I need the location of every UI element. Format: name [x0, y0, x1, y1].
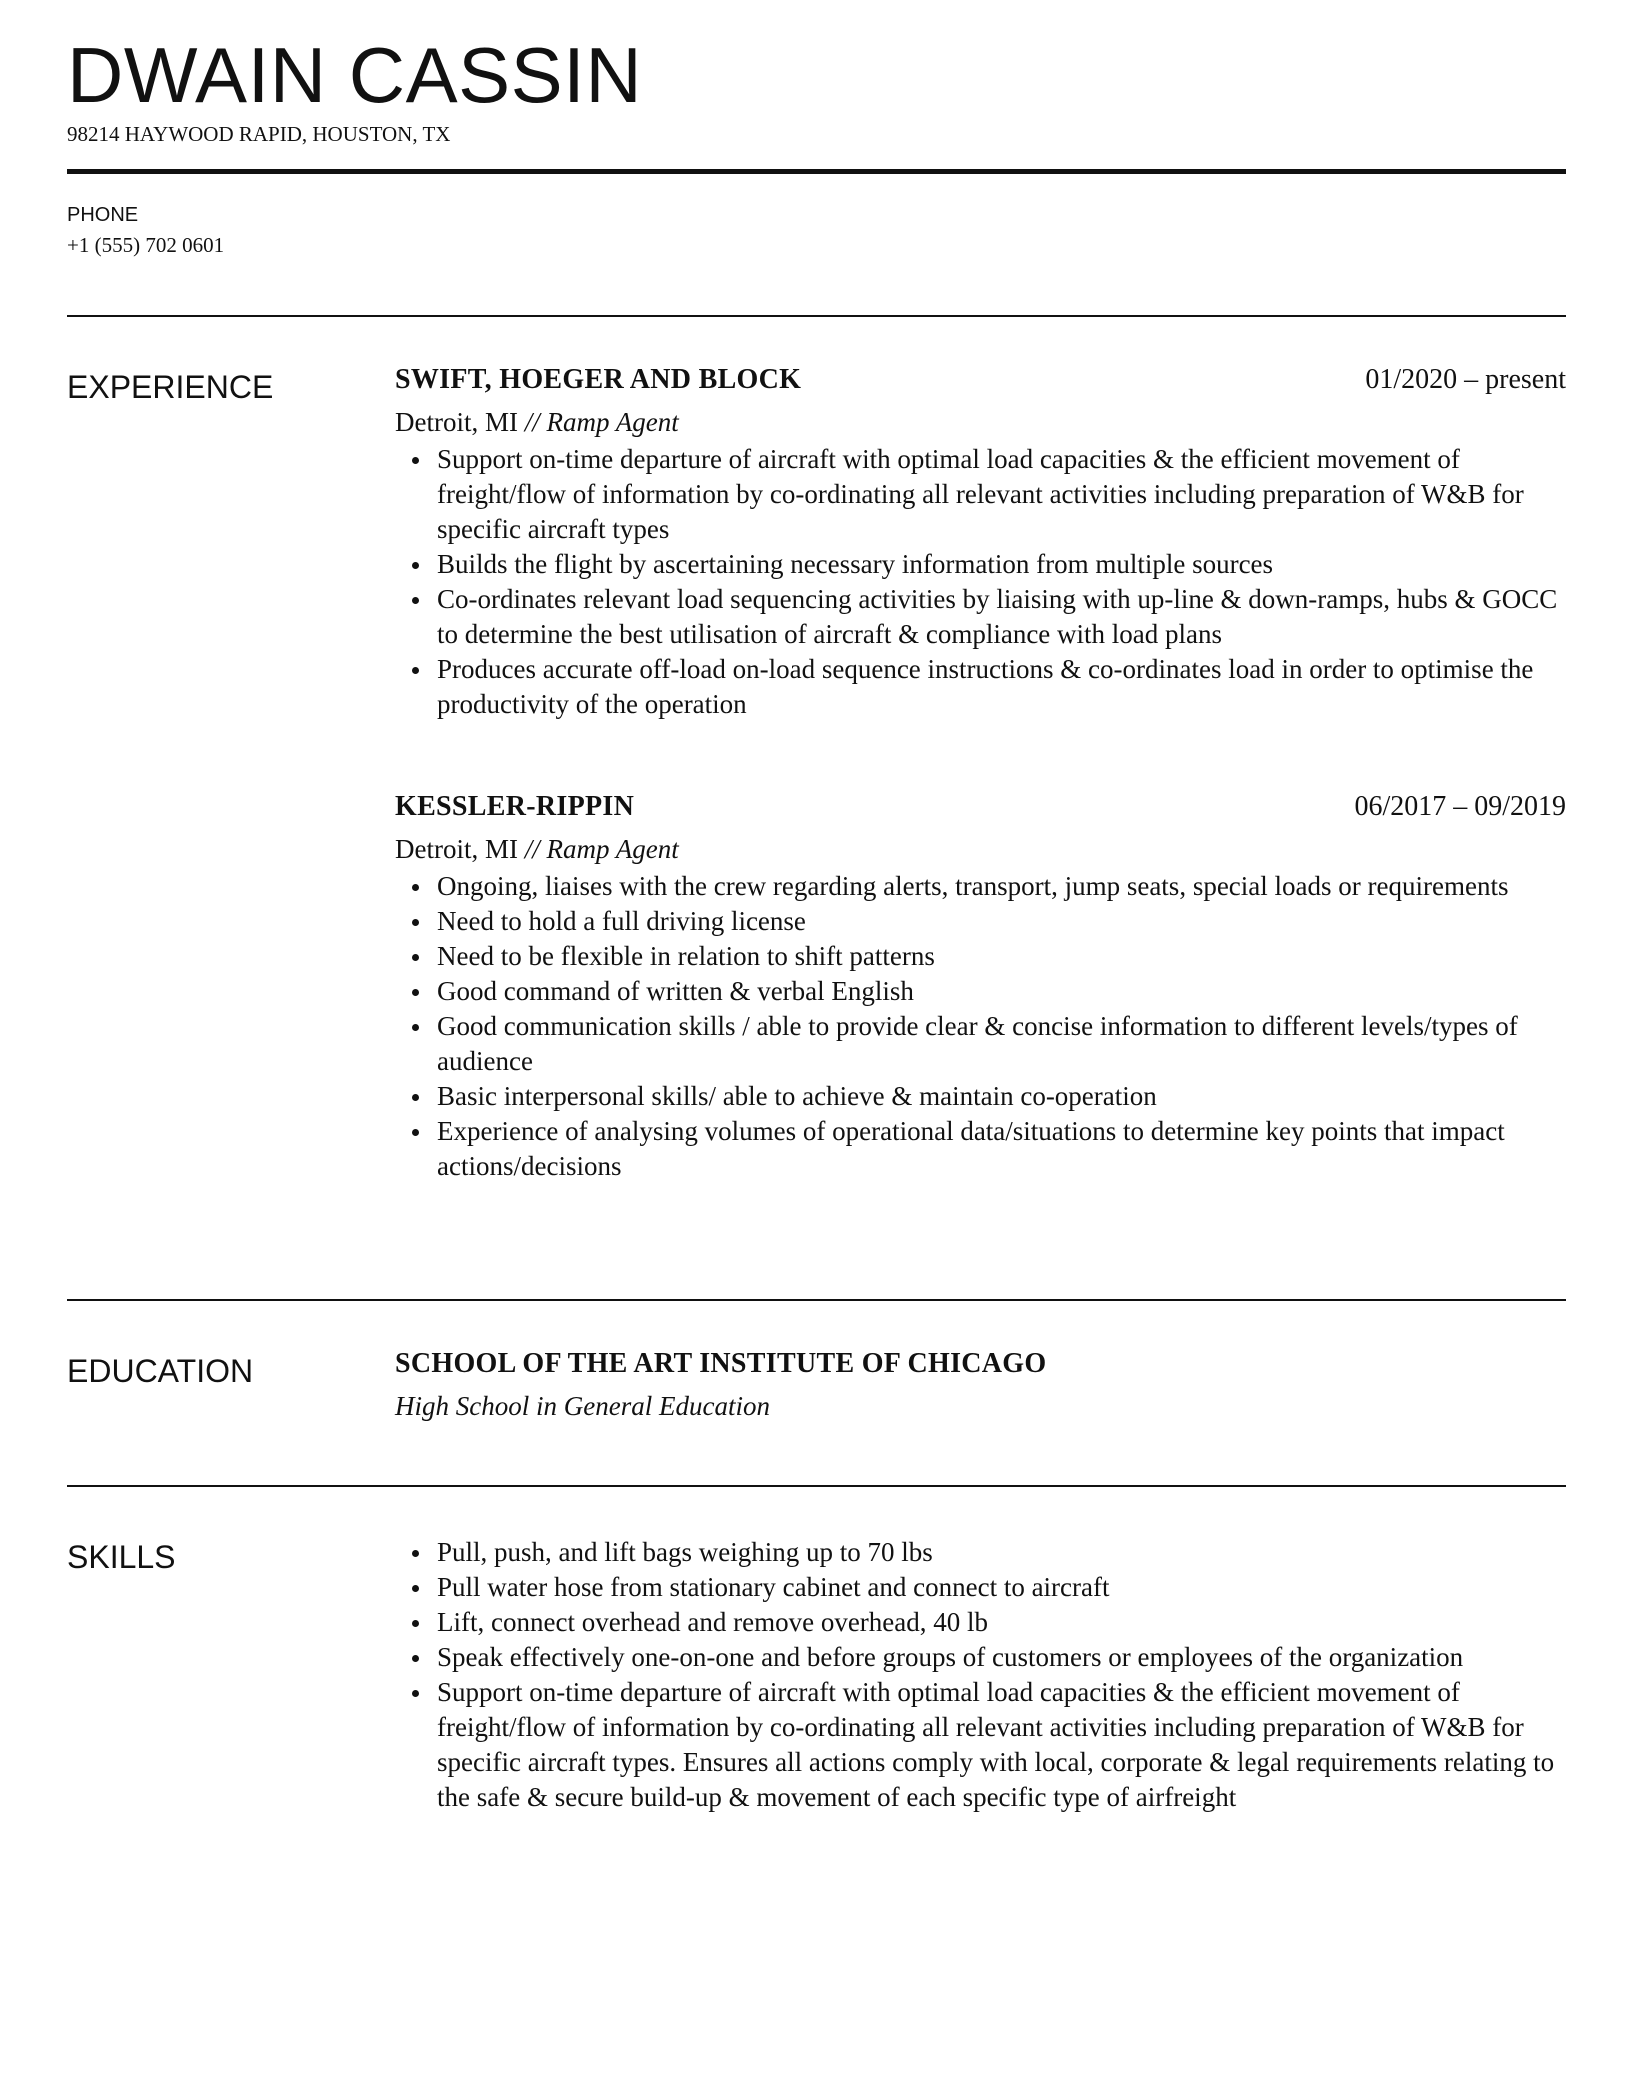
- job-role: Ramp Agent: [546, 834, 679, 864]
- list-item: Basic interpersonal skills/ able to achieve & maintain co-operation: [395, 1079, 1566, 1114]
- skills-heading: SKILLS: [67, 1539, 176, 1575]
- job-header: [395, 789, 1566, 829]
- job-header: [395, 362, 1566, 402]
- list-item: Co-ordinates relevant load sequencing activities by liaising with up-line & down-ramps, hubs & GOCC to determine the best utilisation of aircraft & compliance with load plans: [395, 582, 1566, 652]
- job-dates: 06/2017 – 09/2019: [1354, 791, 1566, 822]
- list-item: Pull water hose from stationary cabinet and connect to aircraft: [395, 1570, 1566, 1605]
- job-role: Ramp Agent: [546, 407, 679, 437]
- skills-section: [395, 1535, 1566, 1815]
- list-item: Good communication skills / able to provide clear & concise information to different levels/types of audience: [395, 1009, 1566, 1079]
- job-location: Detroit, MI: [395, 834, 518, 864]
- job-separator: //: [517, 407, 547, 437]
- skills-list: [395, 1535, 1566, 1815]
- experience-section: [395, 362, 1566, 722]
- job-subtitle: [395, 829, 1566, 869]
- job-dates: 01/2020 – present: [1365, 364, 1566, 395]
- candidate-address: 98214 HAYWOOD RAPID, HOUSTON, TX: [67, 122, 451, 146]
- list-item: Need to hold a full driving license: [395, 904, 1566, 939]
- list-item: Produces accurate off-load on-load sequence instructions & co-ordinates load in order to optimise the productivity of the operation: [395, 652, 1566, 722]
- list-item: Speak effectively one-on-one and before groups of customers or employees of the organization: [395, 1640, 1566, 1675]
- education-heading: EDUCATION: [67, 1353, 254, 1389]
- section-divider: [67, 1299, 1566, 1301]
- list-item: Support on-time departure of aircraft with optimal load capacities & the efficient movement of freight/flow of information by co-ordinating all relevant activities including preparation of W&B for specific aircraft types: [395, 442, 1566, 547]
- experience-section-2: [395, 789, 1566, 1184]
- education-school: SCHOOL OF THE ART INSTITUTE OF CHICAGO: [395, 1348, 1047, 1379]
- job-entry: [395, 362, 1566, 722]
- list-item: Need to be flexible in relation to shift patterns: [395, 939, 1566, 974]
- job-separator: //: [517, 834, 547, 864]
- job-company: KESSLER-RIPPIN: [395, 791, 635, 822]
- list-item: Builds the flight by ascertaining necessary information from multiple sources: [395, 547, 1566, 582]
- section-divider: [67, 1485, 1566, 1487]
- list-item: Pull, push, and lift bags weighing up to 70 lbs: [395, 1535, 1566, 1570]
- education-degree: High School in General Education: [395, 1391, 770, 1421]
- job-entry: [395, 789, 1566, 1184]
- list-item: Experience of analysing volumes of operational data/situations to determine key points that impact actions/decisions: [395, 1114, 1566, 1184]
- job-subtitle: [395, 402, 1566, 442]
- header-divider: [67, 169, 1566, 174]
- phone-label: PHONE: [67, 204, 139, 226]
- job-location: Detroit, MI: [395, 407, 518, 437]
- experience-heading: EXPERIENCE: [67, 369, 274, 405]
- job-bullets: [395, 442, 1566, 722]
- section-divider: [67, 315, 1566, 317]
- education-section: [395, 1346, 1566, 1426]
- list-item: Support on-time departure of aircraft with optimal load capacities & the efficient movement of freight/flow of information by co-ordinating all relevant activities including preparation of W&B for specific aircraft types. Ensures all actions comply with local, corporate & legal requirements relating to the safe & secure build-up & movement of each specific type of airfreight: [395, 1675, 1566, 1815]
- job-company: SWIFT, HOEGER AND BLOCK: [395, 364, 802, 395]
- phone-value: +1 (555) 702 0601: [67, 233, 225, 257]
- list-item: Lift, connect overhead and remove overhead, 40 lb: [395, 1605, 1566, 1640]
- list-item: Ongoing, liaises with the crew regarding alerts, transport, jump seats, special loads or requirements: [395, 869, 1566, 904]
- list-item: Good command of written & verbal English: [395, 974, 1566, 1009]
- job-bullets: [395, 869, 1566, 1184]
- candidate-name: DWAIN CASSIN: [67, 31, 643, 119]
